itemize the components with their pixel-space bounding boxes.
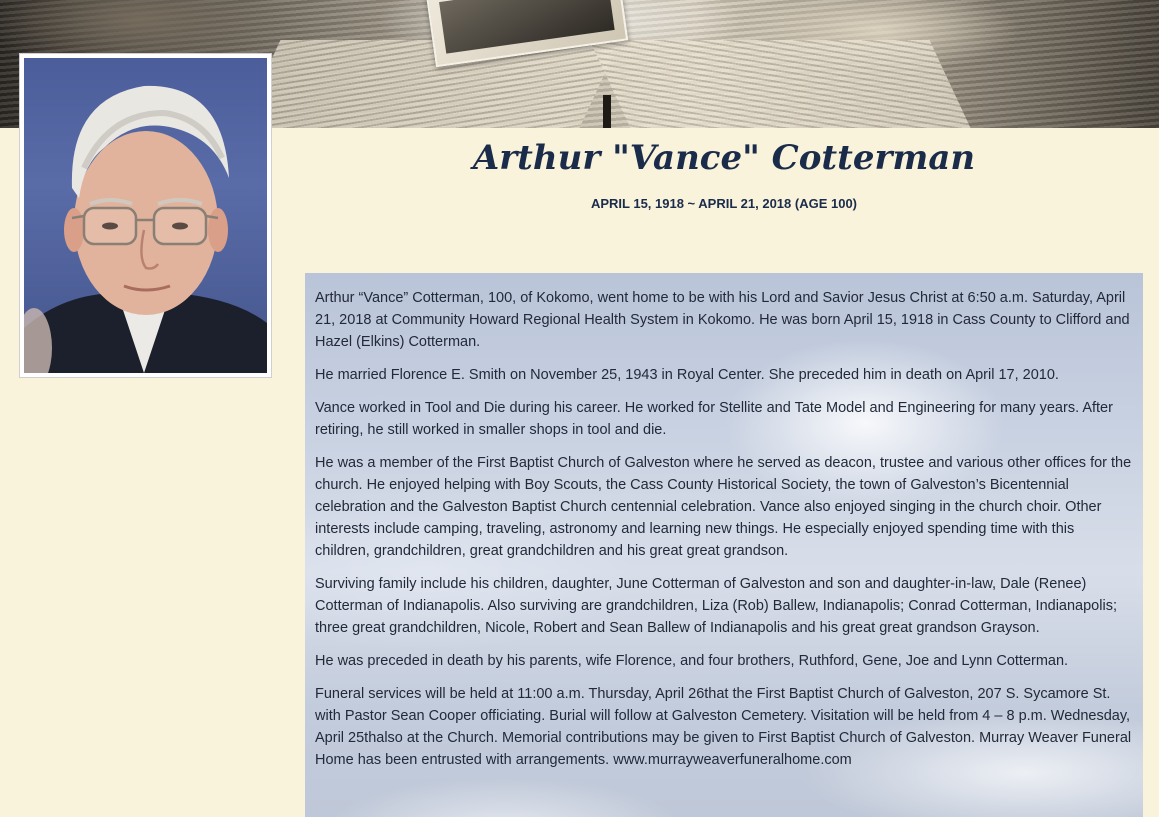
obituary-paragraph: Vance worked in Tool and Die during his career. He worked for Stellite and Tate Model and Engineering for many years. After retiring, he still worked in smaller shops in tool and die. bbox=[315, 400, 1113, 438]
obituary-paragraph: He married Florence E. Smith on November 25, 1943 in Royal Center. She preceded him in death on April 17, 2010. bbox=[315, 367, 1059, 383]
portrait-illustration bbox=[24, 58, 267, 373]
obituary-paragraph: Surviving family include his children, daughter, June Cotterman of Galveston and son and daughter-in-law, Dale (Renee) Cotterman of Indianapolis. Also surviving are grandchildren, Liza (Rob) Ballew, Indianapolis; Conrad Cotterman, Indianapolis; three great grandchildren, Nicole, Robert and Sean Ballew of Indianapolis and his great great grandson Grayson. bbox=[315, 576, 1117, 636]
obituary-text-panel bbox=[305, 273, 1143, 817]
book-pages-right bbox=[589, 40, 970, 128]
portrait-photo bbox=[24, 58, 267, 373]
obituary-paragraph: He was preceded in death by his parents, wife Florence, and four brothers, Ruthford, Gene, Joe and Lynn Cotterman. bbox=[315, 653, 1069, 669]
life-dates: APRIL 15, 1918 ~ APRIL 21, 2018 (AGE 100) bbox=[590, 196, 858, 211]
obituary-paragraph: He was a member of the First Baptist Church of Galveston where he served as deacon, trustee and various other offices for the church. He enjoyed helping with Boy Scouts, the Cass County Historical Society, the town of Galveston’s Bicentennial celebration and the Galveston Baptist Church centennial celebration. Vance also enjoyed singing in the church choir. Other interests include camping, traveling, astronomy and learning new things. He especially enjoyed spending time with this children, grandchildren, great grandchildren and his great great grandson. bbox=[315, 455, 1132, 559]
obituary-paragraph: Funeral services will be held at 11:00 a.m. Thursday, April 26that the First Baptist Church of Galveston, 207 S. Sycamore St. with Pastor Sean Cooper officiating. Burial will follow at Galveston Cemetery. Visitation will be held from 4 – 8 p.m. Wednesday, April 25thalso at the Church. Memorial contributions may be given to First Baptist Church of Galveston. Murray Weaver Funeral Home has been entrusted with arrangements. www.murrayweaverfuneralhome.com bbox=[315, 686, 1132, 768]
deceased-name: Arthur "Vance" Cotterman bbox=[472, 138, 976, 178]
book-pages-left bbox=[239, 40, 620, 128]
portrait-frame bbox=[19, 53, 272, 378]
book-spine bbox=[603, 95, 611, 128]
obituary-paragraph: Arthur “Vance” Cotterman, 100, of Kokomo, went home to be with his Lord and Savior Jesus Christ at 6:50 a.m. Saturday, April 21, 2018 at Community Howard Regional Health System in Kokomo. He was born April 15, 1918 in Cass County to Clifford and Hazel (Elkins) Cotterman. bbox=[315, 290, 1130, 350]
